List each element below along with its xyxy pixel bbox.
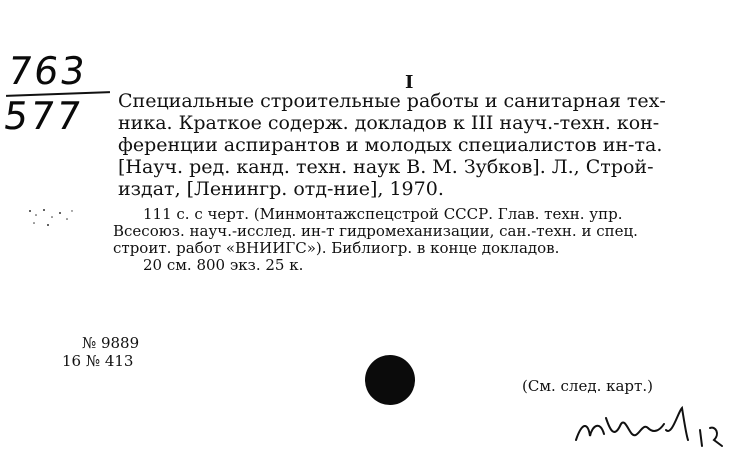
ink-speckle xyxy=(22,205,82,235)
entry-heading xyxy=(118,90,730,200)
registry-number: № 9889 xyxy=(82,334,140,352)
section-mark: I xyxy=(405,72,414,93)
entry-line: ференции аспирантов и молодых специалистов ин-та. xyxy=(118,134,663,156)
description-line: 20 см. 800 экз. 25 к. xyxy=(143,256,304,274)
physical-description xyxy=(113,206,733,274)
description-line: 111 с. с черт. (Минмонтажспецстрой СССР. Глав. техн. упр. xyxy=(143,205,623,223)
call-number xyxy=(0,49,112,138)
call-number-top: 763 xyxy=(4,49,90,93)
registry-numbers xyxy=(62,334,139,370)
call-number-bottom: 577 xyxy=(0,94,86,138)
punch-hole xyxy=(365,355,415,405)
continuation-note: (См. след. карт.) xyxy=(522,377,653,395)
description-line: строит. работ «ВНИИГС»). Библиогр. в конце докладов. xyxy=(113,239,560,257)
entry-line: издат, [Ленингр. отд-ние], 1970. xyxy=(118,178,444,200)
handwritten-signature xyxy=(570,400,740,450)
entry-line: Специальные строительные работы и санитарная тех- xyxy=(118,90,666,112)
entry-line: [Науч. ред. канд. техн. наук В. М. Зубков]. Л., Строй- xyxy=(118,156,654,178)
registry-number: 16 № 413 xyxy=(62,352,134,370)
entry-line: ника. Краткое содерж. докладов к III науч.-техн. кон- xyxy=(118,112,660,134)
description-line: Всесоюз. науч.-исслед. ин-т гидромеханизации, сан.-техн. и спец. xyxy=(113,222,638,240)
